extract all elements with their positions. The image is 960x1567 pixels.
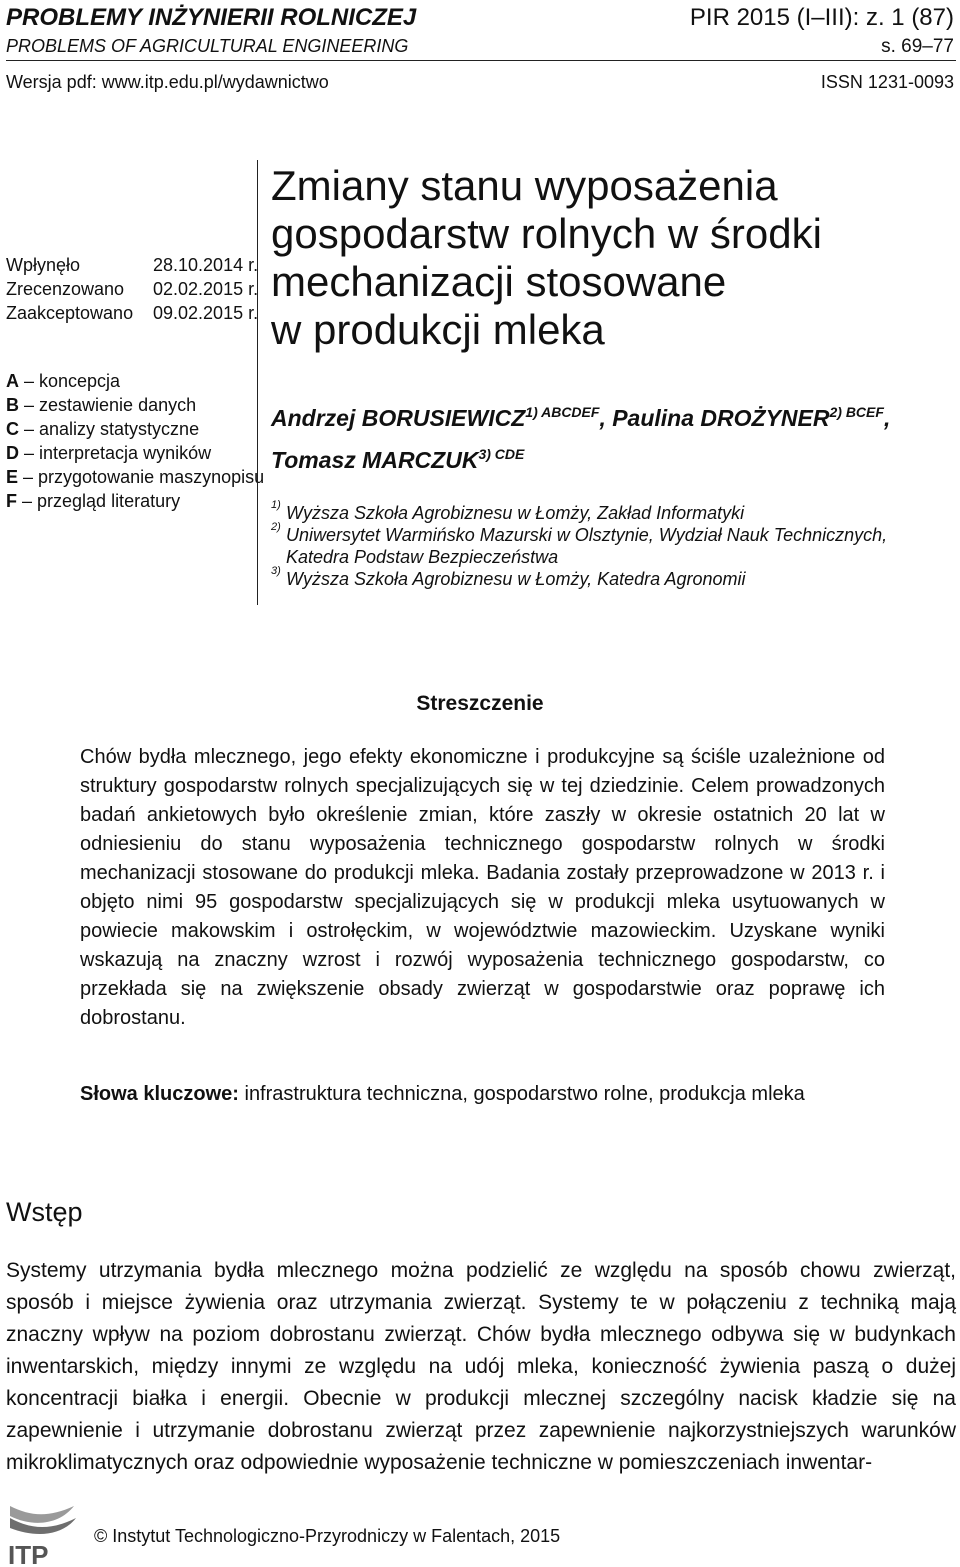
contribution-letter: C [6,419,19,439]
contribution-item: F – przegląd literatury [6,491,181,511]
abstract-heading: Streszczenie [416,692,544,715]
contribution-letter: F [6,491,17,511]
section-heading: Wstęp [6,1197,83,1227]
journal-title-pl: PROBLEMY INŻYNIERII ROLNICZEJ [6,4,417,31]
issue-number: PIR 2015 (I–III): z. 1 (87) [689,4,954,31]
keywords-label: Słowa kluczowe: [80,1083,239,1105]
footer [0,1500,960,1567]
date-label: Zaakceptowano [6,303,134,323]
pdf-version-link[interactable]: Wersja pdf: www.itp.edu.pl/wydawnictwo [6,72,329,92]
date-label: Wpłynęło [6,255,81,275]
affiliation-line: Wyższa Szkoła Agrobiznesu w Łomży, Katedra Agronomii [286,569,746,589]
affiliation-item [271,521,960,568]
affiliation-item [271,565,960,590]
abstract-text: Chów bydła mlecznego, jego efekty ekonomiczne i produkcyjne są ściśle uzależnione od struktury gospodarstw rolnych specjalizujących się w tej dziedzinie. Celem prowadzonych badań ankietowych było określenie zmian, które zaszły w okresie ostatnich 20 lat w odniesieniu do stanu wyposażenia technicznego gospodarstw rolnych w środki mechanizacji stosowane do produkcji mleka. Badania zostały przeprowadzone w 2013 r. i objęto nimi 95 gospodarstw specjalizujących się w produkcji mleka usytuowanych w powiecie makowskim i ostrołęckim, w województwie mazowieckim. Uzyskane wyniki wskazują na znaczny wzrost i rozwój wyposażenia technicznego gospodarstw, co przekłada się na zwiększenie obsady zwierząt w gospodarstwie oraz poprawę ich dobrostanu. [80,746,885,1029]
date-row [6,301,258,325]
contribution-item: C – analizy statystyczne [6,419,200,439]
title-line: Zmiany stanu wyposażenia [271,162,778,209]
date-row [6,253,258,277]
affiliation-line: Uniwersytet Warmińsko Mazurski w Olsztynie, Wydział Nauk Technicznych, [286,525,888,545]
date-label: Zrecenzowano [6,279,125,299]
contribution-letter: A [6,371,19,391]
author-separator: , [883,405,891,431]
author-separator: , [599,405,613,431]
submission-dates [6,253,258,325]
contribution-text: koncepcja [39,371,121,391]
itp-logo-icon [4,1502,84,1566]
title-line: w produkcji mleka [271,306,605,353]
contribution-item: B – zestawienie danych [6,395,197,415]
column-divider [257,160,258,605]
contribution-text: interpretacja wyników [39,443,212,463]
contribution-letter: B [6,395,19,415]
article-title [271,162,951,354]
affiliation-line: Katedra Podstaw Bezpieczeństwa [286,547,559,567]
author-list [271,394,960,478]
contribution-letter: E [6,467,19,487]
affiliations [271,499,960,590]
contribution-item: A – koncepcja [6,371,121,391]
author-name: Tomasz MARCZUK [271,447,479,473]
affiliation-number: 3) [271,565,281,577]
header-divider [6,60,956,61]
contribution-legend [6,369,264,513]
intro-text: Systemy utrzymania bydła mlecznego można podzielić ze względu na sposób chowu zwierząt, sposób i miejsce żywienia oraz utrzymania zwierząt. Systemy te w połączeniu z techniką mają znaczny wpływ na poziom dobrostanu zwierząt. Chów bydła mlecznego odbywa się w budynkach inwentarskich, między innymi ze względu na udój mleka, konieczność żywienia paszą o dużej koncentracji białka i energii. Obecnie w produkcji mlecznej szczególny nacisk kładzie się na zapewnienie i utrzymanie dobrostanu zwierząt przez zapewnienie najkorzystniejszych warunków mikroklimatycznych oraz odpowiednie wyposażenie techniczne w pomieszczeniach inwentar- [6,1259,956,1474]
date-value: 02.02.2015 r. [153,279,259,299]
logo-text: ITP [8,1540,49,1566]
contribution-item: D – interpretacja wyników [6,443,212,463]
author-sup: 3) CDE [478,446,525,462]
date-value: 28.10.2014 r. [153,255,259,275]
affiliation-number: 2) [271,521,281,533]
copyright: © Instytut Technologiczno-Przyrodniczy w Falentach, 2015 [94,1526,561,1546]
journal-title-en: PROBLEMS OF AGRICULTURAL ENGINEERING [6,36,409,56]
issn: ISSN 1231-0093 [820,72,954,92]
contribution-text: analizy statystyczne [39,419,200,439]
keywords-text: infrastruktura techniczna, gospodarstwo rolne, produkcja mleka [238,1083,805,1105]
date-row [6,277,258,301]
contribution-text: zestawienie danych [39,395,197,415]
date-value: 09.02.2015 r. [153,303,259,323]
author-name: Paulina DROŻYNER [612,405,830,431]
contribution-letter: D [6,443,19,463]
page-range: s. 69–77 [881,36,954,57]
affiliation-line: Wyższa Szkoła Agrobiznesu w Łomży, Zakład Informatyki [286,503,745,523]
affiliation-item [271,499,960,524]
contribution-item: E – przygotowanie maszynopisu [6,467,265,487]
contribution-text: przegląd literatury [37,491,181,511]
keywords [80,1080,885,1109]
author-name: Andrzej BORUSIEWICZ [271,405,526,431]
affiliation-number: 1) [271,499,281,511]
author-sup: 1) ABCDEF [525,404,600,420]
contribution-text: przygotowanie maszynopisu [38,467,265,487]
title-line: mechanizacji stosowane [271,258,727,305]
author-sup: 2) BCEF [829,404,884,420]
title-line: gospodarstw rolnych w środki [271,210,822,257]
